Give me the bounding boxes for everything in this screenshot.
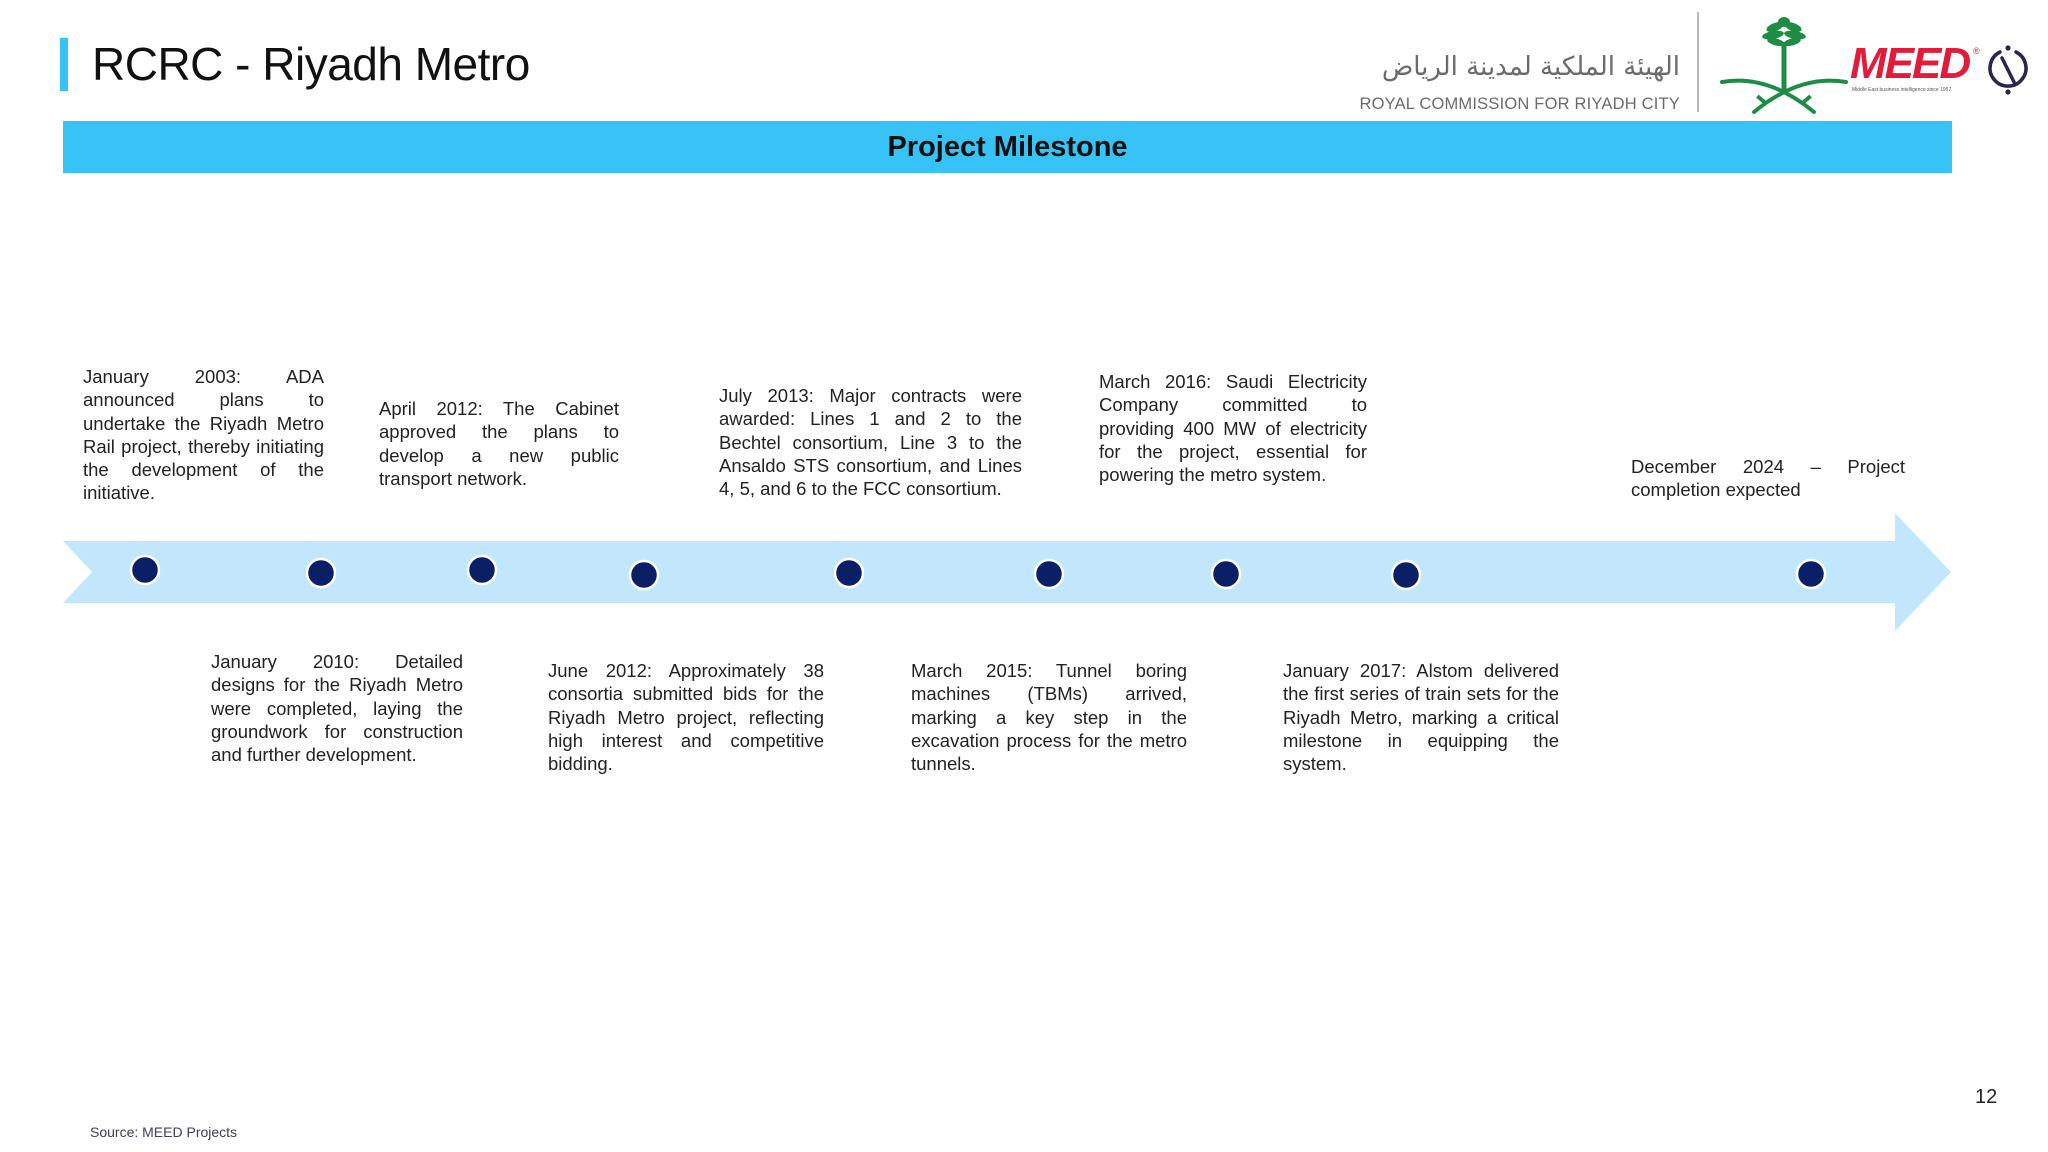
source-note: Source: MEED Projects — [90, 1124, 238, 1140]
meed-tagline: Middle East business intelligence since 1957 — [1852, 87, 1952, 93]
timeline-dot-jan-2010 — [307, 559, 335, 587]
milestone-jun-2012: June 2012: Approximately 38 consortia submitted bids for the Riyadh Metro project, reflecting high interest and competitive bidding. — [548, 660, 824, 775]
circle-slash-icon — [1986, 42, 2030, 98]
page-number: 12 — [1975, 1086, 1998, 1108]
milestone-jan-2010: January 2010: Detailed designs for the Riyadh Metro were completed, laying the groundwork for construction and further development. — [211, 651, 463, 766]
timeline-dot-mar-2015 — [1035, 560, 1063, 588]
meed-wordmark: MEED — [1850, 39, 1970, 88]
meed-registered-mark: ® — [1973, 46, 1980, 56]
section-title: Project Milestone — [887, 130, 1128, 163]
timeline-dot-jan-2003 — [131, 556, 159, 584]
rcrc-logo — [1360, 50, 1680, 120]
title-accent-bar — [60, 38, 68, 91]
timeline-dot-dec-2024 — [1797, 560, 1825, 588]
milestone-jan-2003: January 2003: ADA announced plans to undertake the Riyadh Metro Rail project, thereby initiating the development of the initiative. — [83, 366, 324, 504]
page-title: RCRC - Riyadh Metro — [92, 38, 530, 90]
milestone-mar-2016: March 2016: Saudi Electricity Company committed to providing 400 MW of electricity for the project, essential for powering the metro system. — [1099, 371, 1367, 486]
timeline-arrow — [0, 500, 2048, 640]
meed-logo — [1850, 40, 1980, 96]
timeline-dot-apr-2012 — [468, 556, 496, 584]
milestone-mar-2015: March 2015: Tunnel boring machines (TBMs) arrived, marking a key step in the excavation process for the metro tunnels. — [911, 660, 1187, 775]
saudi-emblem-icon — [1718, 12, 1850, 116]
section-banner — [63, 121, 1952, 173]
timeline-dot-jun-2012 — [630, 561, 658, 589]
milestone-dec-2024: December 2024 – Project completion expected — [1631, 456, 1905, 501]
timeline-dot-jul-2013 — [835, 559, 863, 587]
milestone-jul-2013: July 2013: Major contracts were awarded: Lines 1 and 2 to the Bechtel consortium, Line 3 to the Ansaldo STS consortium, and Lines 4, 5, and 6 to the FCC consortium. — [719, 385, 1022, 500]
logo-divider — [1697, 12, 1699, 112]
milestone-apr-2012: April 2012: The Cabinet approved the plans to develop a new public transport network. — [379, 398, 619, 489]
milestone-jan-2017: January 2017: Alstom delivered the first series of train sets for the Riyadh Metro, marking a critical milestone in equipping the system. — [1283, 660, 1559, 775]
rcrc-logo-arabic: الهيئة الملكية لمدينة الرياض — [1381, 52, 1680, 82]
timeline-dot-mar-2016 — [1212, 560, 1240, 588]
rcrc-logo-english: ROYAL COMMISSION FOR RIYADH CITY — [1359, 95, 1680, 113]
timeline-dot-jan-2017 — [1392, 561, 1420, 589]
timeline-arrow-shape — [63, 513, 1951, 631]
